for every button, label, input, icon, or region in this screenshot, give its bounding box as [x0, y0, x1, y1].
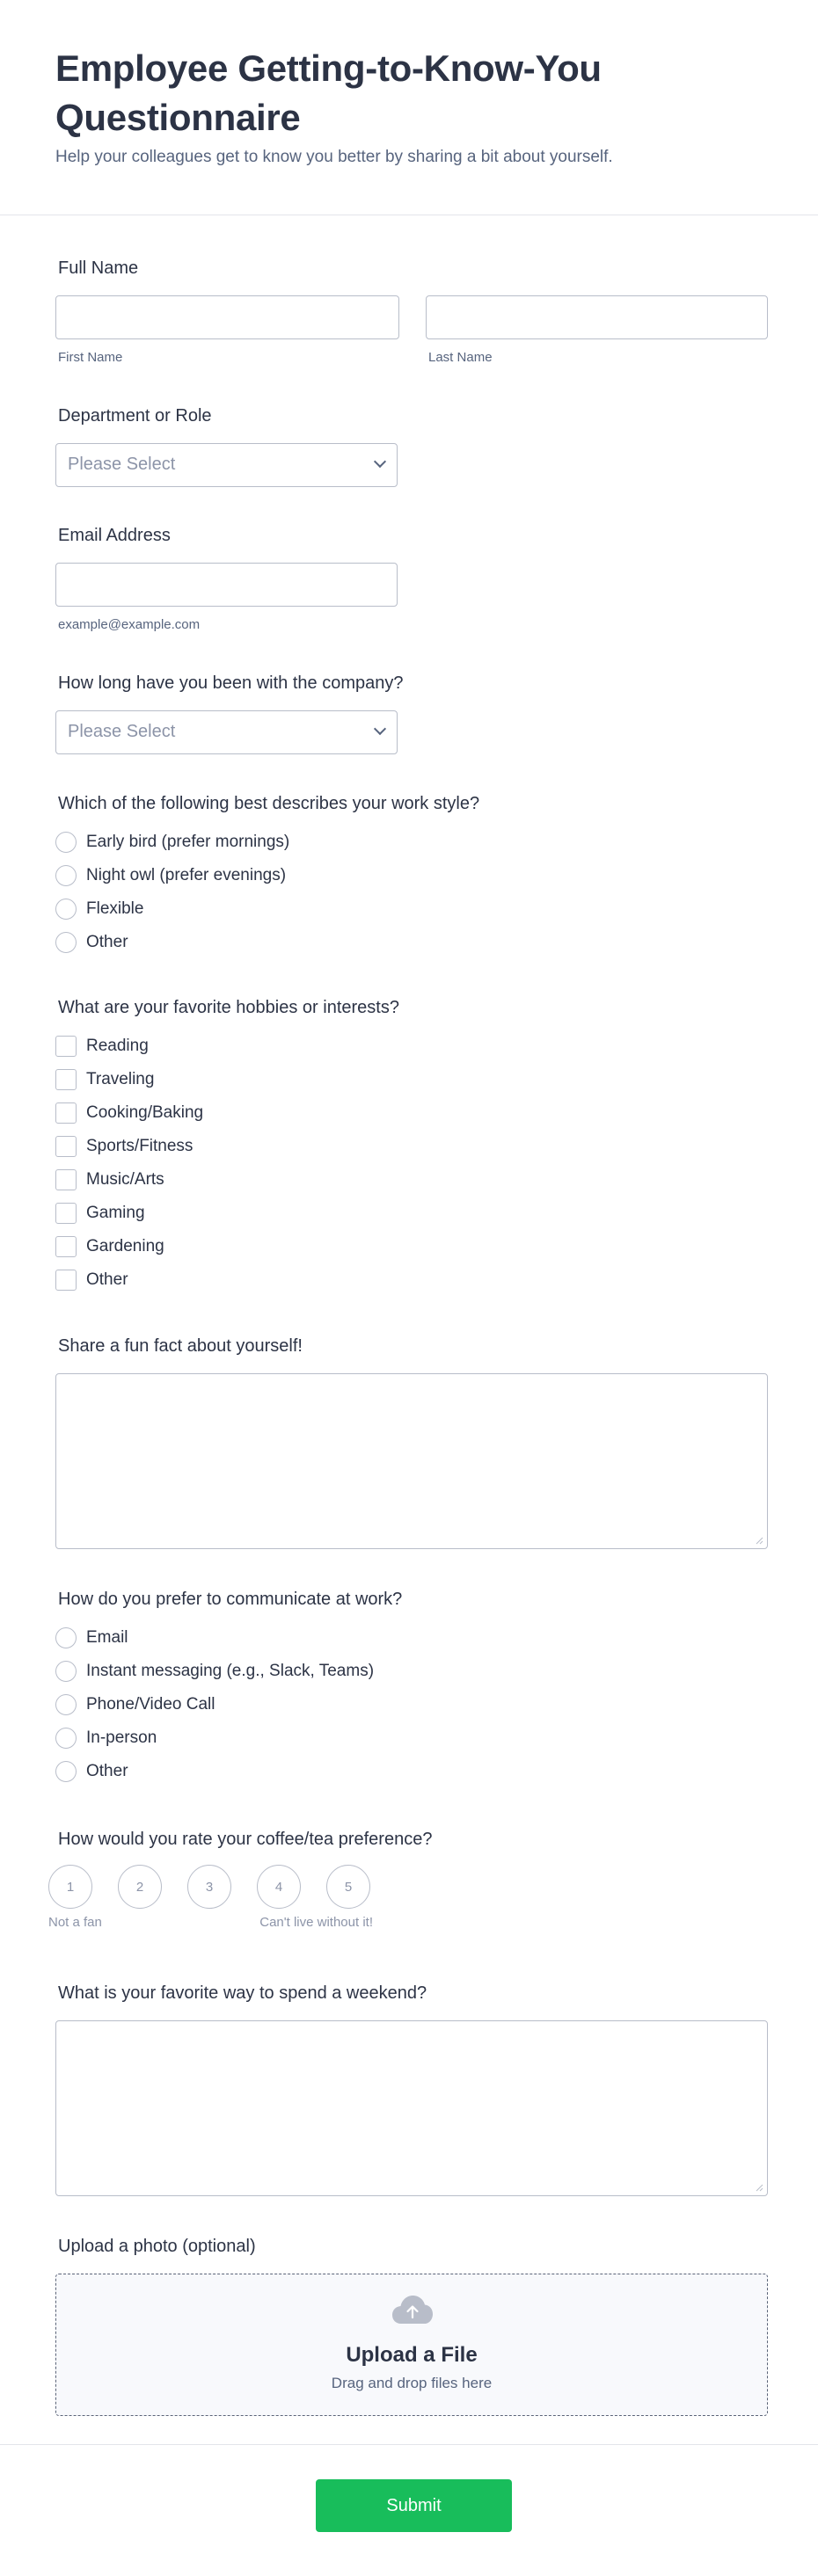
email-field	[55, 524, 768, 638]
resize-grip-icon[interactable]	[755, 1536, 763, 1545]
rating-option-1[interactable]: 1	[48, 1865, 92, 1909]
option-label: Flexible	[86, 899, 144, 918]
tenure-label: How long have you been with the company?	[58, 673, 404, 693]
option-label: Gaming	[86, 1204, 145, 1222]
checkbox[interactable]	[55, 1236, 77, 1257]
first-name-sublabel: First Name	[58, 350, 123, 365]
resize-grip-icon[interactable]	[755, 2183, 763, 2192]
fun-fact-label: Share a fun fact about yourself!	[58, 1336, 303, 1356]
department-label: Department or Role	[58, 406, 212, 426]
checkbox[interactable]	[55, 1136, 77, 1157]
radio-button[interactable]	[55, 1627, 77, 1648]
option-label: Night owl (prefer evenings)	[86, 866, 287, 884]
communication-option[interactable]	[55, 1758, 128, 1785]
work-style-option[interactable]	[55, 896, 143, 922]
hobbies-label: What are your favorite hobbies or interests?	[58, 998, 399, 1017]
email-input[interactable]	[55, 563, 398, 607]
communication-field	[55, 1588, 768, 1790]
hobby-option[interactable]	[55, 1233, 164, 1260]
weekend-label: What is your favorite way to spend a weekend?	[58, 1983, 427, 2003]
communication-option[interactable]	[55, 1725, 157, 1751]
radio-button[interactable]	[55, 899, 77, 920]
upload-subtitle: Drag and drop files here	[331, 2375, 493, 2391]
option-label: Reading	[86, 1037, 149, 1055]
form-footer	[0, 2444, 818, 2576]
communication-label: How do you prefer to communicate at work?	[58, 1590, 403, 1609]
first-name-input[interactable]	[55, 295, 399, 339]
coffee-rating-label: How would you rate your coffee/tea preference?	[58, 1830, 433, 1849]
checkbox[interactable]	[55, 1270, 77, 1291]
fun-fact-textarea[interactable]	[55, 1373, 768, 1549]
work-style-option[interactable]	[55, 829, 289, 855]
rating-option-5[interactable]: 5	[326, 1865, 370, 1909]
rating-min-caption: Not a fan	[48, 1915, 102, 1930]
chevron-down-icon	[374, 455, 386, 468]
weekend-field	[55, 1982, 768, 2201]
checkbox[interactable]	[55, 1102, 77, 1124]
hobby-option[interactable]	[55, 1033, 149, 1059]
option-label: Sports/Fitness	[86, 1137, 194, 1155]
checkbox[interactable]	[55, 1203, 77, 1224]
checkbox[interactable]	[55, 1169, 77, 1190]
email-sublabel: example@example.com	[58, 617, 201, 632]
cloud-upload-icon	[391, 2294, 434, 2325]
communication-option[interactable]	[55, 1625, 128, 1651]
option-label: Cooking/Baking	[86, 1103, 204, 1122]
hobby-option[interactable]	[55, 1167, 164, 1193]
radio-button[interactable]	[55, 932, 77, 953]
tenure-field	[55, 672, 768, 760]
rating-option-4[interactable]: 4	[257, 1865, 301, 1909]
option-label: Early bird (prefer mornings)	[86, 833, 290, 851]
upload-title: Upload a File	[346, 2343, 478, 2367]
hobby-option[interactable]	[55, 1133, 193, 1160]
tenure-select[interactable]	[55, 710, 398, 754]
hobbies-field	[55, 996, 768, 1295]
communication-option[interactable]	[55, 1692, 215, 1718]
checkbox[interactable]	[55, 1069, 77, 1090]
option-label: Music/Arts	[86, 1170, 164, 1189]
last-name-input[interactable]	[426, 295, 768, 339]
coffee-rating-field	[48, 1828, 768, 1951]
hobby-option[interactable]	[55, 1066, 154, 1093]
fun-fact-field	[55, 1335, 768, 1554]
submit-button[interactable]: Submit	[316, 2479, 512, 2532]
tenure-select-value: Please Select	[68, 722, 176, 741]
work-style-field	[55, 792, 768, 959]
department-select[interactable]	[55, 443, 398, 487]
rating-option-3[interactable]: 3	[187, 1865, 231, 1909]
department-field	[55, 404, 768, 492]
communication-option[interactable]	[55, 1658, 374, 1685]
option-label: In-person	[86, 1728, 157, 1747]
work-style-label: Which of the following best describes your work style?	[58, 794, 480, 813]
rating-max-caption: Can't live without it!	[259, 1915, 373, 1930]
hobby-option[interactable]	[55, 1100, 203, 1126]
option-label: Other	[86, 933, 128, 951]
radio-button[interactable]	[55, 1694, 77, 1715]
radio-button[interactable]	[55, 832, 77, 853]
chevron-down-icon	[374, 723, 386, 735]
rating-option-2[interactable]: 2	[118, 1865, 162, 1909]
hobby-option[interactable]	[55, 1267, 128, 1293]
radio-button[interactable]	[55, 1728, 77, 1749]
checkbox[interactable]	[55, 1036, 77, 1057]
form-title: Employee Getting-to-Know-You Questionnaire	[55, 47, 602, 138]
email-label: Email Address	[58, 526, 171, 545]
option-label: Email	[86, 1628, 128, 1647]
work-style-option[interactable]	[55, 862, 286, 889]
last-name-sublabel: Last Name	[428, 350, 493, 365]
option-label: Traveling	[86, 1070, 155, 1088]
form-header	[0, 0, 818, 215]
full-name-field	[55, 257, 768, 371]
form-subtitle: Help your colleagues get to know you better by sharing a bit about yourself.	[55, 148, 613, 166]
full-name-label: Full Name	[58, 258, 139, 278]
department-select-value: Please Select	[68, 455, 176, 474]
option-label: Gardening	[86, 1237, 164, 1255]
weekend-textarea[interactable]	[55, 2020, 768, 2196]
radio-button[interactable]	[55, 1761, 77, 1782]
work-style-option[interactable]	[55, 929, 128, 956]
upload-field	[55, 2235, 768, 2420]
option-label: Other	[86, 1270, 128, 1289]
radio-button[interactable]	[55, 1661, 77, 1682]
option-label: Instant messaging (e.g., Slack, Teams)	[86, 1662, 375, 1680]
upload-dropzone[interactable]	[55, 2274, 768, 2416]
radio-button[interactable]	[55, 865, 77, 886]
upload-label: Upload a photo (optional)	[58, 2237, 256, 2256]
option-label: Other	[86, 1762, 128, 1780]
option-label: Phone/Video Call	[86, 1695, 215, 1714]
hobby-option[interactable]	[55, 1200, 145, 1226]
